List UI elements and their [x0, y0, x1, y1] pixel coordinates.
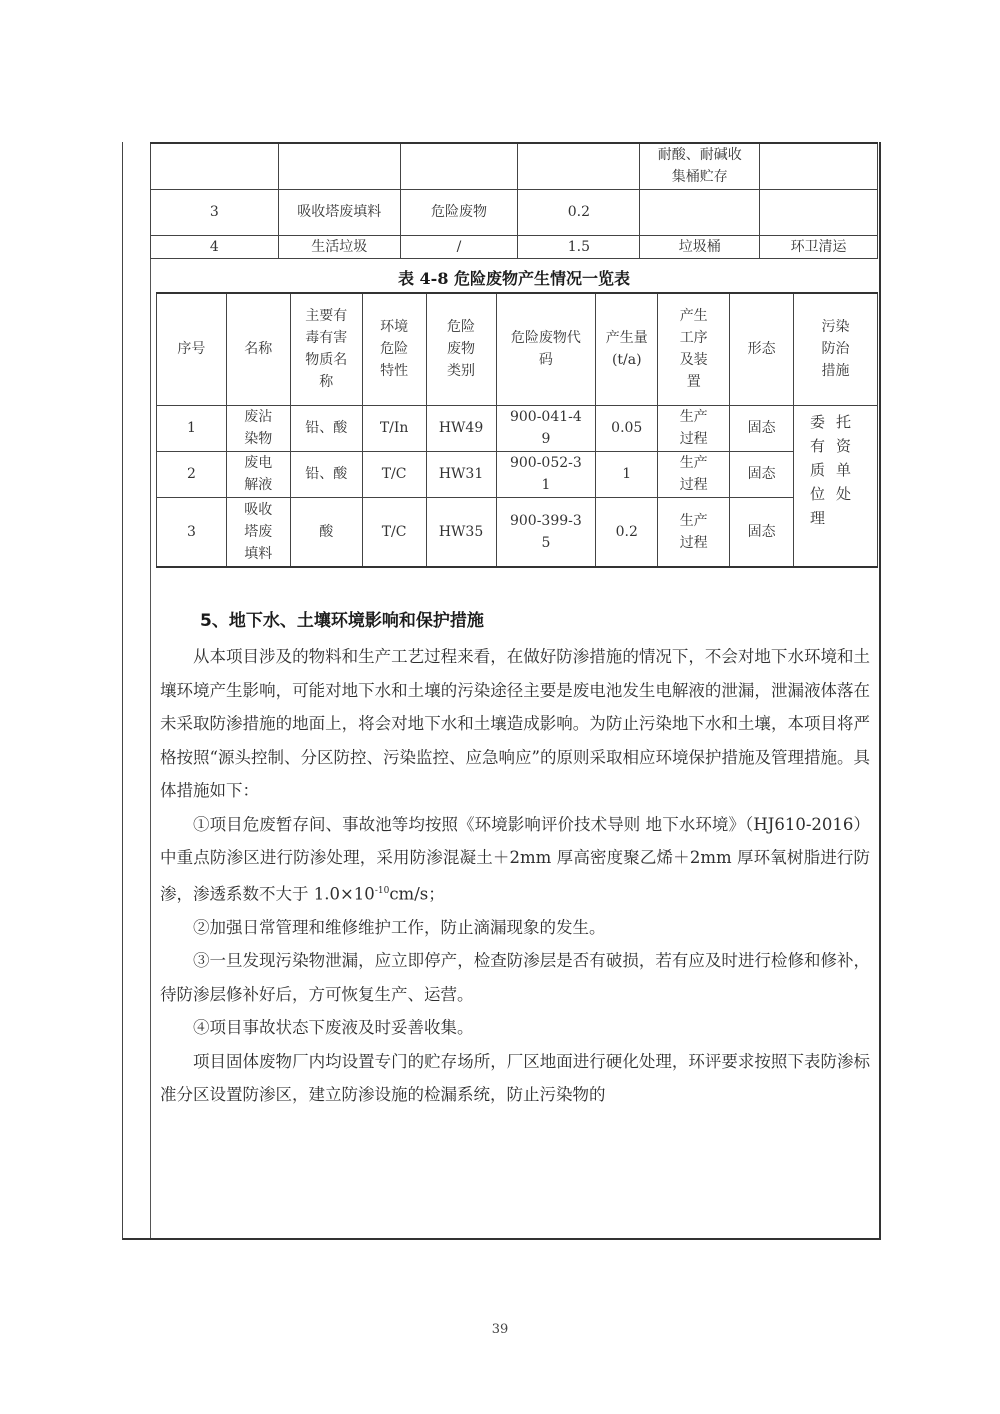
- table-cell: 0.2: [596, 497, 658, 567]
- table-cell: T/C: [362, 451, 426, 497]
- column-header: 名称: [226, 293, 290, 405]
- table-cell: [640, 189, 760, 235]
- table-cell: 耐酸、耐碱收集桶贮存: [640, 143, 760, 189]
- paragraph: 项目固体废物厂内均设置专门的贮存场所，厂区地面进行硬化处理，环评要求按照下表防渗标准分区设置防渗区，建立防渗设施的检漏系统，防止污染物的: [160, 1051, 870, 1104]
- table-cell: 生产过程: [658, 497, 730, 567]
- table-cell: 3: [151, 189, 279, 235]
- table-cell: 固态: [730, 451, 794, 497]
- table-cell: 生活垃圾: [278, 235, 400, 258]
- paragraph-suffix: cm/s；: [389, 884, 445, 903]
- table-cell: 铅、酸: [290, 451, 362, 497]
- table-cell: 0.05: [596, 405, 658, 451]
- table-row: [157, 405, 878, 451]
- table-cell: 生产过程: [658, 405, 730, 451]
- section-heading: 5、地下水、土壤环境影响和保护措施: [200, 611, 484, 631]
- table-cell: 1: [596, 451, 658, 497]
- table-cell: HW31: [426, 451, 496, 497]
- table-row: [151, 235, 878, 258]
- table-cell: 固态: [730, 497, 794, 567]
- table-row: [157, 497, 878, 567]
- paragraph: [160, 808, 870, 911]
- table-cell: 环卫清运: [760, 235, 878, 258]
- table-cell: 0.2: [518, 189, 640, 235]
- table-title: 表 4-8 危险废物产生情况一览表: [397, 269, 631, 288]
- table-header-row: [157, 293, 878, 405]
- table-cell: 生产过程: [658, 451, 730, 497]
- table-cell: 铅、酸: [290, 405, 362, 451]
- solid-waste-table-continued: [150, 142, 878, 259]
- table-cell: 委托有资质单位处理: [794, 405, 878, 567]
- table-cell: 废电解液: [226, 451, 290, 497]
- table-cell: 垃圾桶: [640, 235, 760, 258]
- table-cell: 4: [151, 235, 279, 258]
- paragraph: 从本项目涉及的物料和生产工艺过程来看，在做好防渗措施的情况下，不会对地下水环境和土壤环境产生影响，可能对地下水和土壤的污染途径主要是废电池发生电解液的泄漏，泄漏液体落在未采取防渗措施的地面上，将会对地下水和土壤造成影响。为防止污染地下水和土壤，本项目将严格按照“源头控制、分区防控、污染监控、应急响应”的原则采取相应环境保护措施及管理措施。具体措施如下：: [160, 647, 870, 800]
- table-cell: [278, 143, 400, 189]
- paragraph-text: ①项目危废暂存间、事故池等均按照《环境影响评价技术导则 地下水环境》（HJ610-2016）中重点防渗区进行防渗处理，采用防渗混凝土＋2mm 厚高密度聚乙烯＋2mm 厚环氧树脂进行防渗，渗透系数不大于 1.0×10: [160, 814, 870, 903]
- paragraph: ②加强日常管理和维修维护工作，防止滴漏现象的发生。: [193, 917, 606, 937]
- column-header: 产生量(t/a): [596, 293, 658, 405]
- column-header: 环境危险特性: [362, 293, 426, 405]
- table-cell: 900-041-49: [496, 405, 596, 451]
- paragraph: ④项目事故状态下废液及时妥善收集。: [193, 1018, 474, 1037]
- frame-inner-line: [150, 142, 151, 1238]
- table-cell: 900-052-31: [496, 451, 596, 497]
- table-cell: 3: [157, 497, 227, 567]
- column-header: 污染防治措施: [794, 293, 878, 405]
- column-header: 危险废物类别: [426, 293, 496, 405]
- table-cell: 酸: [290, 497, 362, 567]
- column-header: 形态: [730, 293, 794, 405]
- table-cell: 吸收塔废填料: [226, 497, 290, 567]
- table-row: [151, 143, 878, 189]
- table-cell: T/C: [362, 497, 426, 567]
- table-cell: [400, 143, 518, 189]
- table-cell: 1: [157, 405, 227, 451]
- column-header: 危险废物代码: [496, 293, 596, 405]
- paragraph: ③一旦发现污染物泄漏，应立即停产，检查防渗层是否有破损，若有应及时进行检修和修补，待防渗层修补好后，方可恢复生产、运营。: [160, 951, 870, 1004]
- table-cell: T/In: [362, 405, 426, 451]
- table-cell: /: [400, 235, 518, 258]
- column-header: 产生工序及装置: [658, 293, 730, 405]
- table-cell: 危险废物: [400, 189, 518, 235]
- table-row: [157, 451, 878, 497]
- column-header: 主要有毒有害物质名称: [290, 293, 362, 405]
- table-cell: HW35: [426, 497, 496, 567]
- table-cell: 固态: [730, 405, 794, 451]
- table-cell: [760, 189, 878, 235]
- table-cell: [151, 143, 279, 189]
- column-header: 序号: [157, 293, 227, 405]
- table-cell: 吸收塔废填料: [278, 189, 400, 235]
- table-cell: 1.5: [518, 235, 640, 258]
- table-cell: 2: [157, 451, 227, 497]
- exponent: -10: [374, 885, 390, 896]
- table-cell: 900-399-35: [496, 497, 596, 567]
- table-row: [151, 189, 878, 235]
- table-cell: HW49: [426, 405, 496, 451]
- section-body: [160, 640, 870, 1112]
- table-cell: [760, 143, 878, 189]
- page-number: 39: [491, 1322, 509, 1337]
- table-cell: [518, 143, 640, 189]
- hazardous-waste-table: [156, 292, 878, 568]
- table-cell: 废沾染物: [226, 405, 290, 451]
